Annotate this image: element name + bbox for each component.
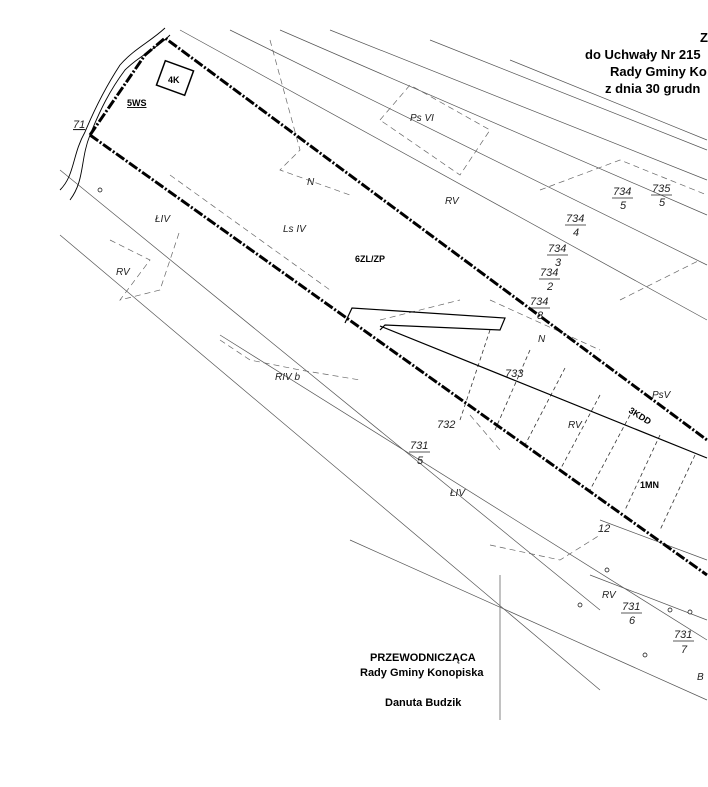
svg-text:734: 734: [613, 186, 632, 198]
header-line-2: do Uchwały Nr 215: [585, 47, 701, 62]
signature-name: Danuta Budzik: [385, 697, 462, 709]
svg-text:7: 7: [681, 644, 688, 656]
svg-text:4: 4: [573, 227, 580, 239]
boundary-points: [98, 188, 692, 657]
landuse-rv-4: RV: [602, 590, 616, 601]
zone-label-1mn: 1MN: [640, 480, 660, 490]
header-line-4: z dnia 30 grudn: [605, 81, 701, 96]
zone-label-6zl-zp: 6ZL/ZP: [355, 254, 386, 264]
landuse-liv-2: ŁIV: [450, 488, 466, 499]
landuse-riv-b: RIV b: [275, 372, 301, 383]
landuse-liv-1: ŁIV: [155, 214, 171, 225]
parcel-735-5: [651, 183, 672, 209]
parcel-731-5: [409, 440, 430, 467]
parcel-734-3: [547, 243, 568, 269]
landuse-rv-1: RV: [445, 196, 459, 207]
svg-text:735: 735: [652, 183, 671, 195]
svg-text:8: 8: [537, 310, 544, 322]
landuse-n-2: N: [538, 334, 546, 345]
svg-text:731: 731: [410, 440, 429, 452]
svg-text:5: 5: [417, 455, 424, 467]
svg-text:731: 731: [622, 601, 641, 613]
landuse-rv-2: RV: [116, 267, 130, 278]
header-line-1: Z: [700, 30, 708, 45]
signature-body: Rady Gminy Konopiska: [360, 667, 484, 679]
parcel-734-5: [612, 186, 633, 212]
parcel-71: 71: [73, 119, 86, 131]
signature-role: PRZEWODNICZĄCA: [370, 652, 476, 664]
svg-text:734: 734: [566, 213, 585, 225]
svg-text:6: 6: [629, 615, 636, 627]
svg-text:734: 734: [540, 267, 559, 279]
landuse-ps-vi: Ps VI: [410, 113, 434, 124]
parcel-732: 732: [437, 419, 456, 431]
landuse-psv: PsV: [652, 390, 671, 401]
plan-boundary: [90, 38, 707, 575]
svg-text:731: 731: [674, 629, 693, 641]
zone-label-4k: 4K: [168, 75, 180, 85]
svg-text:5: 5: [620, 200, 627, 212]
svg-text:734: 734: [530, 296, 549, 308]
zone-label-5ws: 5WS: [127, 98, 147, 108]
landuse-ls-iv: Ls IV: [283, 224, 306, 235]
landuse-b: B: [697, 672, 704, 683]
landuse-n-1: N: [307, 177, 315, 188]
parcel-733: 733: [505, 368, 524, 380]
parcel-734-4: [565, 213, 586, 239]
zone-label-3kdd: 3KDD: [626, 405, 654, 427]
stream: [60, 28, 170, 200]
svg-text:2: 2: [547, 281, 554, 293]
parcel-731-7: [673, 629, 694, 656]
landuse-rv-3: RV: [568, 420, 582, 431]
svg-text:3: 3: [555, 257, 562, 269]
svg-text:734: 734: [548, 243, 567, 255]
header-line-3: Rady Gminy Ko: [610, 64, 707, 79]
parcel-734-2: [539, 267, 560, 293]
parcel-12: 12: [598, 523, 611, 535]
svg-text:5: 5: [659, 197, 666, 209]
parcel-731-6: [621, 601, 642, 627]
